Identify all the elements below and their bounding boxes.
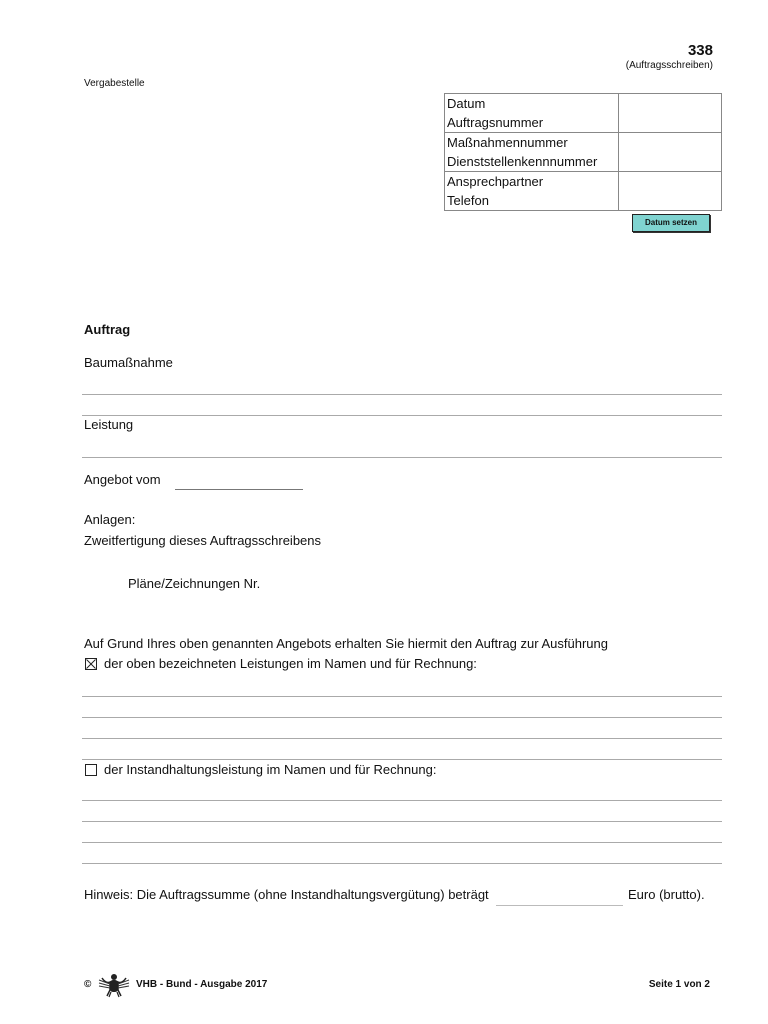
datum-label: Datum	[447, 96, 486, 111]
option1-input-line[interactable]	[82, 738, 722, 739]
option2-input-line[interactable]	[82, 821, 722, 822]
info-label-cell	[445, 172, 619, 211]
leistung-input-line[interactable]	[82, 457, 722, 458]
ansprechpartner-label: Ansprechpartner	[447, 174, 544, 189]
hinweis-text: Hinweis: Die Auftragssumme (ohne Instandhaltungsvergütung) beträgt	[84, 887, 489, 902]
auftrag-heading: Auftrag	[84, 322, 131, 337]
info-row	[445, 133, 722, 172]
form-number: 338	[687, 42, 713, 59]
leistung-label: Leistung	[84, 417, 134, 432]
divider-line	[82, 415, 722, 416]
telefon-label: Telefon	[447, 193, 489, 208]
set-date-button[interactable]: Datum setzen	[632, 214, 710, 232]
option2-input-line[interactable]	[82, 842, 722, 843]
info-row	[445, 94, 722, 133]
zweitfertigung-text: Zweitfertigung dieses Auftragsschreibens	[84, 533, 322, 548]
baumassnahme-label: Baumaßnahme	[84, 355, 173, 370]
vergabestelle-label: Vergabestelle	[84, 78, 145, 89]
info-table	[444, 93, 722, 211]
federal-eagle-logo-icon	[96, 972, 132, 998]
massnahmennummer-label: Maßnahmennummer	[447, 135, 568, 150]
option2-input-line[interactable]	[82, 800, 722, 801]
massnahmennummer-value-field[interactable]	[618, 133, 721, 172]
option2-input-line[interactable]	[82, 863, 722, 864]
info-label-cell	[445, 133, 619, 172]
option1-input-line[interactable]	[82, 696, 722, 697]
dienststellenkennnummer-label: Dienststellenkennnummer	[447, 154, 598, 169]
form-subtitle: (Auftragsschreiben)	[625, 60, 713, 71]
edition-text: VHB - Bund - Ausgabe 2017	[136, 979, 268, 990]
checkmark-x-icon	[86, 659, 96, 669]
baumassnahme-input-line[interactable]	[82, 394, 722, 395]
plaene-text: Pläne/Zeichnungen Nr.	[128, 576, 261, 591]
option1-label: der oben bezeichneten Leistungen im Namen und für Rechnung:	[104, 656, 477, 671]
info-row	[445, 172, 722, 211]
copyright-symbol: ©	[84, 979, 92, 990]
option1-input-line[interactable]	[82, 759, 722, 760]
option2-label: der Instandhaltungsleistung im Namen und für Rechnung:	[104, 762, 437, 777]
auftragsnummer-label: Auftragsnummer	[447, 115, 544, 130]
option1-checkbox[interactable]	[85, 658, 97, 670]
option1-input-line[interactable]	[82, 717, 722, 718]
datum-value-field[interactable]	[618, 94, 721, 133]
angebot-vom-underline	[175, 489, 303, 490]
anlagen-label: Anlagen:	[84, 512, 136, 527]
auftragssumme-underline	[496, 905, 623, 906]
auftrag-intro-text: Auf Grund Ihres oben genannten Angebots erhalten Sie hiermit den Auftrag zur Ausführung	[84, 636, 608, 651]
ansprechpartner-value-field[interactable]	[618, 172, 721, 211]
page-number: Seite 1 von 2	[648, 979, 710, 990]
euro-text: Euro (brutto).	[628, 887, 705, 902]
angebot-vom-label: Angebot vom	[84, 472, 161, 487]
option2-checkbox[interactable]	[85, 764, 97, 776]
info-label-cell	[445, 94, 619, 133]
